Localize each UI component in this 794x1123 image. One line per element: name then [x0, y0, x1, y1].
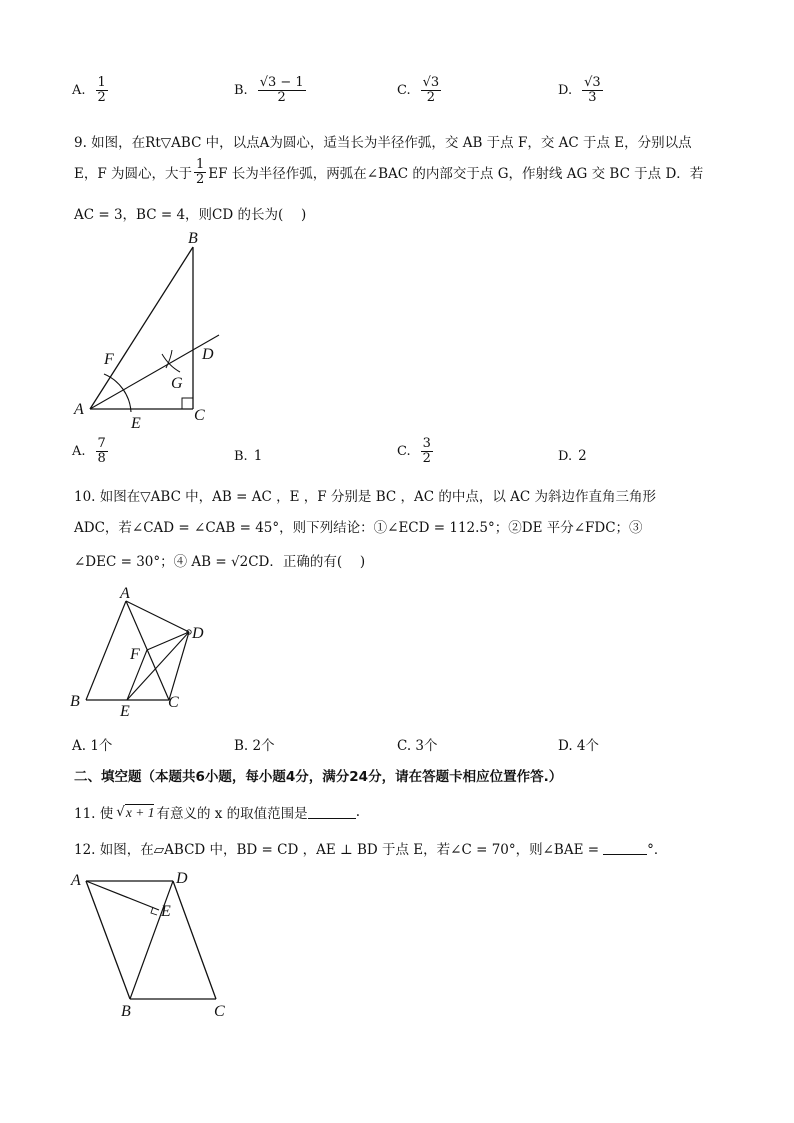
- q10-line-3: ∠DEC = 30°；④ AB = √2CD．正确的有( ): [74, 554, 366, 570]
- label-g: G: [171, 375, 183, 392]
- q10-option-a: A. 1个: [72, 738, 113, 754]
- label-e: E: [120, 703, 130, 720]
- label-f: F: [130, 646, 140, 663]
- segment-bd: [130, 881, 173, 999]
- q9-option-c: [397, 437, 433, 465]
- segment-ae: [86, 881, 159, 910]
- segment-ab: [86, 881, 130, 999]
- q10-line-1: 10. 如图在▽ABC 中，AB = AC ，E ，F 分别是 BC ，AC 的中点，以 AC 为斜边作直角三角形: [74, 489, 657, 505]
- fraction: $\frac{7}{8}$: [97, 436, 106, 466]
- label-e: E: [131, 415, 141, 432]
- option-letter: A.: [72, 82, 86, 98]
- option-letter: D.: [558, 448, 573, 464]
- q9-line-1: 9. 如图，在Rt▽ABC 中，以点A为圆心，适当长为半径作弧，交 AB 于点 F，交 AC 于点 E，分别以点: [74, 135, 692, 151]
- option-value: 2: [578, 448, 587, 464]
- section-2-title: 二、填空题（本题共6小题，每小题4分，满分24分，请在答题卡相应位置作答.）: [74, 769, 563, 785]
- label-d: D: [202, 346, 214, 363]
- q10-option-d: D. 4个: [558, 738, 600, 754]
- fraction: $\frac{√3}{2}$: [422, 75, 440, 105]
- option-letter: B.: [234, 448, 248, 464]
- q8-option-b: [234, 76, 306, 104]
- q8-option-d: [558, 76, 603, 104]
- option-letter: A.: [72, 443, 86, 459]
- q9-option-b: [234, 448, 262, 464]
- q9-figure: [68, 226, 238, 436]
- fraction: $\frac{3}{2}$: [422, 436, 431, 466]
- label-b: B: [121, 1003, 131, 1020]
- label-a: A: [71, 872, 81, 889]
- option-letter: C.: [397, 443, 411, 459]
- option-letter: B.: [234, 82, 248, 98]
- label-a: A: [74, 401, 84, 418]
- q9-line-2: E，F 为圆心，大于 $\frac{1}{2}$ EF 长为半径作弧，两弧在∠BAC 的内部交于点 G，作射线 AG 交 BC 于点 D．若: [74, 157, 704, 187]
- fraction: $\frac{1}{2}$: [196, 157, 205, 187]
- q9-option-d: [558, 448, 587, 464]
- segment-ab: [86, 601, 126, 700]
- label-c: C: [214, 1003, 225, 1020]
- option-value: 1: [253, 448, 263, 464]
- q8-option-c: [397, 76, 441, 104]
- option-letter: C.: [397, 82, 411, 98]
- q9-option-a: [72, 437, 108, 465]
- option-letter: D.: [558, 82, 573, 98]
- q10-line-2: ADC，若∠CAD = ∠CAB = 45°，则下列结论：①∠ECD = 112.5°；②DE 平分∠FDC；③: [74, 520, 643, 536]
- q10-option-b: B. 2个: [234, 738, 275, 754]
- segment-ad: [126, 601, 189, 632]
- q10-option-c: C. 3个: [397, 738, 438, 754]
- fraction: $\frac{√3}{3}$: [584, 75, 601, 105]
- fraction: $\frac{1}{2}$: [97, 75, 106, 105]
- q9-line-3: AC = 3，BC = 4，则CD 的长为( ): [74, 207, 307, 223]
- radicand: x + 1: [125, 804, 155, 820]
- fraction: $\frac{√3 - 1}{2}$: [259, 75, 304, 105]
- label-d: D: [176, 870, 188, 887]
- answer-blank[interactable]: [308, 806, 356, 819]
- label-c: C: [168, 694, 179, 711]
- label-d: D: [192, 625, 204, 642]
- label-b: B: [70, 693, 80, 710]
- q12-figure: [66, 868, 246, 1023]
- q10-figure: [68, 586, 218, 721]
- q8-option-a: [72, 76, 108, 104]
- label-c: C: [194, 407, 205, 424]
- label-a: A: [120, 586, 130, 602]
- q12: 12. 如图，在▱ABCD 中，BD = CD ，AE ⊥ BD 于点 E，若∠C = 70°，则∠BAE = °．: [74, 842, 668, 858]
- right-angle-mark: [182, 398, 193, 409]
- answer-blank[interactable]: [603, 842, 647, 855]
- q11: 11. 使 √ x + 1 有意义的 x 的取值范围是 .: [74, 804, 360, 822]
- segment-dc: [173, 881, 216, 999]
- segment-ed: [127, 632, 189, 700]
- ray-ag: [90, 335, 219, 409]
- radical-sign: √: [116, 804, 125, 820]
- segment-fd: [147, 632, 189, 650]
- label-e: E: [161, 903, 171, 920]
- label-b: B: [188, 230, 198, 247]
- label-f: F: [104, 351, 114, 368]
